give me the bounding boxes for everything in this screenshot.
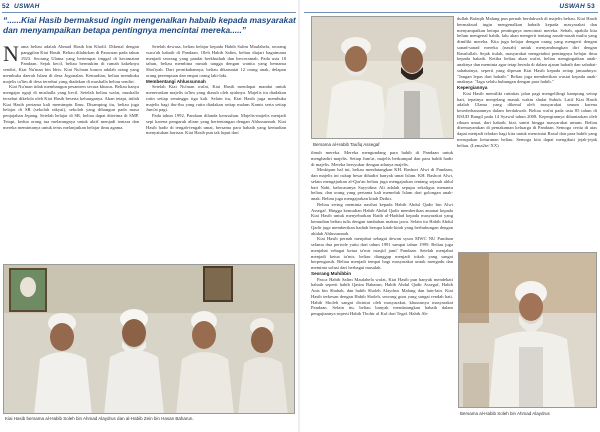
paragraph: Pasca Habib Salim Maulahela wafat, Kiai Hasib pun banyak mendekati habaib seperti habib Qasim Baharun, Habib Abdul Qadir Assegaf, Habib Anis bin Shahab, dan habib Sholeh Alaydrus Malang dan lain-lain. Kiai Hasib terkesan dengan Habib Sholeh, seorang guru yang sangat rendah hati. Habib Sholeh sangat dicintai oleh masyarakat, khususnya masyarakat Pandaan. Selain itu, beliau banyak mendatangkan habaib dalam pengajiannya seperti Habib Thohir al Kaf dari Tegal. Habib Ab- [311, 276, 453, 316]
article-column-2 [146, 44, 286, 260]
paragraph: Kiai Nu'man tidak membangun pesantren secara khusus. Beliau hanya mengajar ngaji di mushalla yang kecil. Setelah beliau wafat, mushalla tersebut dikelola oleh Kiai Hasib beserta keluarganya. Akan tetapi, inilah Kiai Hasib pertama kali memimpin Ilmu. Disamping itu, beliau juga belajar di SR (sekolah rakyat), sekolah yang dibangun pada masa penjajahan Jepang. Setelah belajar di SR, beliau dapat diterima di SMP. Tetapi, kedua orang tua melarangnya untuk aktif menjadi tentara dan mereka memintanya untuk terus melanjutkan belajar ilmu agama. [3, 84, 139, 130]
article-column-4 [457, 16, 597, 254]
section-subhead: Seorang Muhibbin [311, 270, 352, 276]
section-subhead: Membentangi Ahlussunnah [146, 78, 206, 84]
article-column-1 [3, 41, 139, 260]
paragraph: Kiai Hasib memiliki rutinitas jalan pagi mengelilingi kampung setiap hari, tepatnya menjelang masuk waktu shalat Subuh. Latif Kiai Hasib adalah Ulama yang dikenal oleh masyarakat umum karena kesederhanaannya dalam berdakwah. Beliau wafat pada usia 85 tahun di RSUD Bangil pada 14 Syawal tahun 2008. Kepergiannya dihantarkan oleh ribuan umat, dari habaib, kiai, santri hingga masyarakat umum. Beliau disemayamkan di pemakaman keluarga di Pandaan. Semoga cerita di atas dapat menjadi teladan bagi kita untuk mencintai Rasul dan para habib yang merupakan keturunan beliau. Semoga kita dapat mengikuti jejak-jejak beliau. (Lema2te/ XX) [457, 90, 597, 148]
left-folio [2, 3, 40, 10]
paragraph: Kiai Hasib pernah menjabat sebagai dewan syura MWC NU Pandaan selama dua periode yaitu dari tahun 1991 sampai tahun 1999. Beliau juga menjabat sebagai ketua ta'mir masjid jami' Pandaan. Setelah menjabat menjadi ketua ta'mir, beliau dianggap menjadi tokoh yang sangat berpengaruh. Beliau menjadi tempat bagi masyarakat untuk mengadu dan meminta solusi dari berbagai masalah. [311, 236, 453, 270]
bottom-right-photo [458, 252, 597, 408]
section-subhead: Kepergiannya [457, 85, 488, 90]
paragraph: dullah Bafaqih Malang pun pernah berdakwah di majelis beliau. Kiai Hasib bermaksud ingin mengenalkan habaib kepada masyarakat dan menyampaikan betapa pentingnya mencintai mereka. Sebab, apabila kita belum mengenal habib, lalu akan mengerti tentang nasab-nasab mulia yang dimiliki mereka. Kita juga belajar dengan orang yang mengerti dengan sanad-sanad mereka (nasab) untuk menyambungkan diri dengan Rasulullah. Sejak itulah, masyarakat mengetahui pentingnya belajar ilmu kepada habaib. Ketika beliau akan wafat, beliau mengingatkan anak-anaknya dan meminta agar tetap berada di dalam ajaran habaib dan sahabat-sahabatnya, seperti yang dipesan Kiai Hasib kepada setiap jamaahnya: "Jangan lepas dari habaib." Beliau juga memberikan wasiat kepada anak-anaknya: "Jaga selalu hubungan dengan para habib." [457, 16, 597, 85]
paragraph: Pada tahun 1992, Pandaan dilanda kerusuhan. Majelis-majelis menjadi sepi karena pengaruh aliran yang bertentangan dengan Ahlussunnah. Kiai Hasib hadir di tengah-tengah umat, bersama para habaib yang kemudian menyatukan barisan. Kiai Hasib pun tak luput dari [146, 113, 286, 136]
paragraph: ilmuh mereka. Mereka mengundang para habib di Pandaan untuk menghadiri majelis. Setiap Jum'at, majelis berkumpul dan para habib hadir di majelis. Mereka bersyukur dengan adanya majelis. [311, 150, 453, 167]
bottom-left-photo-illustration [4, 265, 295, 414]
paragraph: Beliau sering meminta nasihat kepada Habib Abdul Qadir bin Alwi Assegaf. Hingga kemudian Habib Abdul Qadir memberikan amanat kepada Kiai Hasib untuk menyebarkan Ratib al-Haddad kepada masyarakat yang kemudian beliau tulis dengan tambahan makna jawa. Selain itu Habib Abdul Qadir juga memberikan hadiah berupa kitab-kitab yang berhubungan dengan akidah Ahlussunnah. [311, 201, 453, 236]
top-photo-caption: Bersama al-Habib Taufiq Assegaf [313, 142, 380, 147]
left-header-rule [2, 12, 296, 13]
bottom-right-photo-caption: Bersama al-Habib Soleh bin Ahmad Alaydrus [460, 411, 550, 416]
pull-quote-headline: “......Kiai Hasib bermaksud ingin mengenalkan habaib kepada masyarakat dan menyampaikan betapa pentingnya mencintai mereka.....” [3, 15, 296, 35]
paragraph: ama beliau adalah Ahmad Hasib bin Kholil. Dikenal dengan panggilan Kiai Hasib. Beliau dilahirkan di Pasuruan pada tahun 1923. Seorang Ulama yang bertempat tinggal di kecamatan Pandaan. Sejak kecil, beliau bermukim di rumah kakeknya sendiri, Kiai Nu'man bin Idris. Kiai Nu'man konon adalah orang yang membuka daerah Islam di desa Jogonalan. Kemudian, beliau membuka majelis ta'lim di desa tersebut yang diadakan di mushalla beliau sendiri. [3, 44, 139, 84]
paragraph: Setelah Kiai Nu'man wafat, Kiai Hasib mendapat mandat untuk meneruskan majelis ta'lim yang diasuh oleh ayahnya. Majelis itu diadakan rutin setiap seminggu tiga kali. Selain itu, Kiai Hasib juga membuka majelis bagi ibu-ibu yang rutin diadakan setiap malam Kamis serta setiap Jum'at pagi. [146, 84, 286, 113]
right-folio [559, 3, 597, 10]
bottom-right-photo-illustration [459, 253, 597, 408]
left-page-number: 52 [2, 3, 10, 10]
right-page-number: 53 [587, 3, 595, 10]
spine-gutter [298, 0, 301, 432]
paragraph: Meskipun hal ini, beliau mendatangkan KH. Bashori Alwi di Pandaan, dan majelis ini cukup besar dihadiri banyak umat Islam. KH. Bashori Alwi, selain mengajarkan al-Qur'an beliau juga mengajarkan tentang sejarah ahlul bait Nabi, bahwasanya Sayyidina Ali adalah sepupu sekaligus menantu beliau, dan orang yang pertama kali memeluk Islam dari golongan anak-anak. Beliau juga mengajarkan kitab Dzikir. [311, 167, 453, 201]
paragraph: Setelah dewasa, beliau belajar kepada Habib Salim Maulahela, seorang wara'ah habaib di Pandaan. Oleh Habib Salim, beliau diajari bagaimana menjadi seorang yang pandai berkhutbah dan berceramah. Pada usia 18 tahun, beliau membina rumah tangga dengan wanita yang bernama Shofiyah. Dari pernikahannya, beliau dikaruniai 12 orang anak, delapan orang perempuan dan empat orang laki-laki. [146, 44, 286, 78]
top-photo-illustration [312, 17, 454, 139]
right-magazine-name: USWAH [559, 3, 586, 10]
bottom-left-photo [3, 264, 295, 414]
drop-cap: N [3, 41, 19, 66]
bottom-left-photo-caption: Kiai Hasib bersama al-Habib Soleh bin Ahmad Alaydrus dan al-Habib Zein bin Hasan Baharun. [5, 416, 194, 421]
right-header-rule [304, 12, 598, 13]
left-magazine-name: USWAH [13, 3, 40, 10]
article-column-3 [311, 150, 453, 432]
top-photo [311, 16, 454, 139]
